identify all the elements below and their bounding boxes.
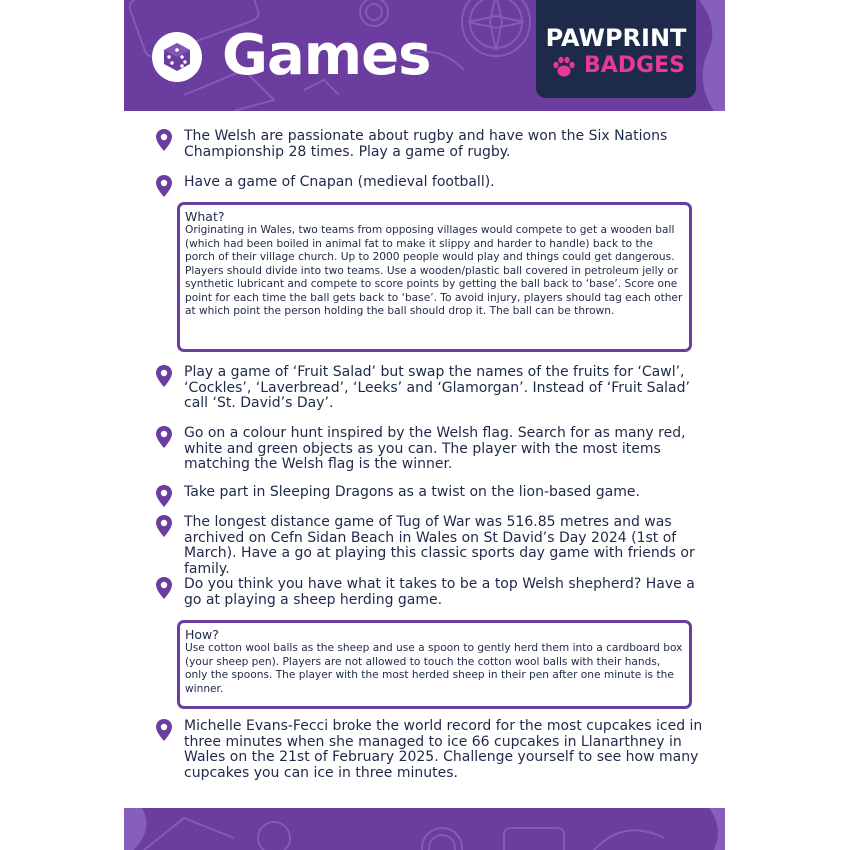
info-box-what xyxy=(177,202,692,352)
item-text: Have a game of Cnapan (medieval football). xyxy=(184,174,495,190)
page-title: Games xyxy=(222,23,431,88)
info-box-title: How? xyxy=(185,627,219,642)
item-text: The Welsh are passionate about rugby and have won the Six Nations Championship 28 times. Play a game of rugby. xyxy=(184,128,668,160)
info-box-how xyxy=(177,620,692,709)
logo-line-1: PAWPRINT xyxy=(545,24,687,52)
logo-line-2-text: BADGES xyxy=(584,53,685,78)
page xyxy=(124,0,725,850)
item-text: Michelle Evans-Fecci broke the world record for the most cupcakes iced in three minutes when she managed to ice 66 cupcakes in Llanarthney in Wales on the 21st of February 2025. Challenge yourself to see how many cupcakes you can ice in three minutes. xyxy=(184,718,703,781)
item-text: The longest distance game of Tug of War was 516.85 metres and was archived on Cefn Sidan Beach in Wales on St David’s Day 2024 (1st of March). Have a go at playing this classic sports day game with friends or family. xyxy=(184,514,695,577)
item-text: Take part in Sleeping Dragons as a twist on the lion-based game. xyxy=(184,484,640,500)
item-text: Go on a colour hunt inspired by the Welsh flag. Search for as many red, white and green objects as you can. The player with the most items matching the Welsh flag is the winner. xyxy=(184,425,686,472)
item-text: Do you think you have what it takes to be a top Welsh shepherd? Have a go at playing a sheep herding game. xyxy=(184,576,695,608)
decorative-pattern xyxy=(124,808,725,850)
location-pin-icon xyxy=(156,515,172,537)
location-pin-icon xyxy=(156,577,172,599)
location-pin-icon xyxy=(156,365,172,387)
location-pin-icon xyxy=(156,426,172,448)
dice-icon xyxy=(163,42,191,72)
footer-banner xyxy=(124,808,725,850)
item-text: Play a game of ‘Fruit Salad’ but swap the names of the fruits for ‘Cawl’, ‘Cockles’, ‘Laverbread’, ‘Leeks’ and ‘Glamorgan’. Instead of ‘Fruit Salad’ call ‘St. David’s Day’. xyxy=(184,364,690,411)
info-box-body: Use cotton wool balls as the sheep and use a spoon to gently herd them into a cardboard box (your sheep pen). Players are not allowed to touch the cotton wool balls with their hands, only the spoons. The player with the most herded sheep in their pen after one minute is the winner. xyxy=(185,642,683,695)
location-pin-icon xyxy=(156,129,172,151)
location-pin-icon xyxy=(156,485,172,507)
dice-icon-badge xyxy=(152,32,202,82)
pawprint-badges-logo xyxy=(536,0,696,98)
location-pin-icon xyxy=(156,175,172,197)
logo-line-2 xyxy=(554,52,696,80)
info-box-body: Originating in Wales, two teams from opposing villages would compete to get a wooden ball (which had been boiled in animal fat to make it slippy and harder to handle) back to the porch of their village church. Up to 2000 people would play and things could get dangerous. Players should divide into two teams. Use a wooden/plastic ball covered in petroleum jelly or synthetic lubricant and compete to score points by getting the ball back to ‘base’. Score one point for each time the ball gets back to ‘base’. To avoid injury, players should tag each other at which point the person holding the ball should drop it. The ball can be thrown. xyxy=(185,224,683,317)
location-pin-icon xyxy=(156,719,172,741)
info-box-title: What? xyxy=(185,209,225,224)
header-banner xyxy=(124,0,725,111)
